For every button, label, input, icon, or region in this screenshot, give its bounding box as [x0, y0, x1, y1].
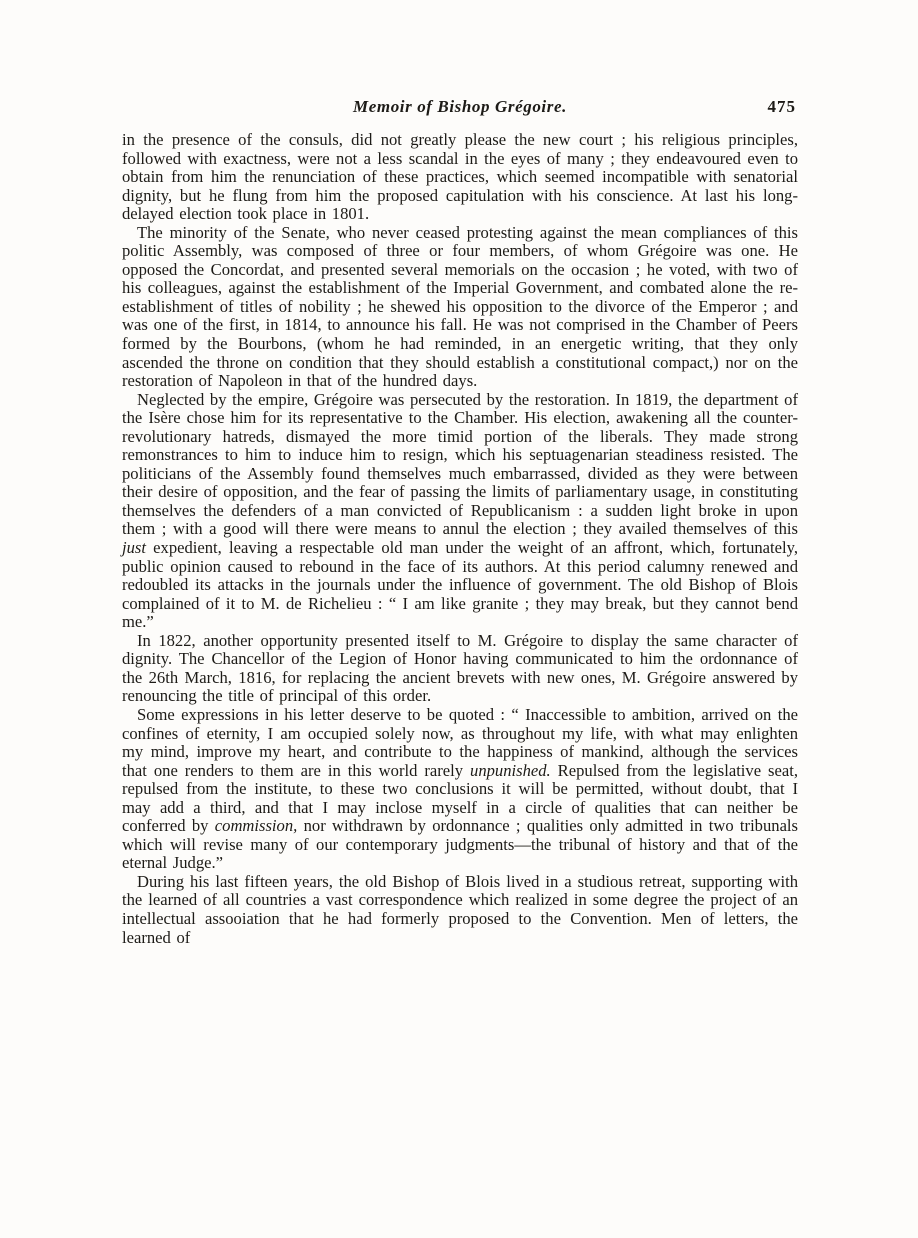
page-body — [122, 131, 798, 947]
text-run: During his last fifteen years, the old Bishop of Blois lived in a studious retreat, supporting with the learned of all countries a vast correspondence which realized in some degree the project of an intellectual assooiation that he had formerly proposed to the Convention. Men of letters, the learned of — [122, 871, 798, 947]
page-title: Memoir of Bishop Grégoire. — [353, 97, 567, 116]
paragraph — [122, 632, 798, 706]
text-run: The minority of the Senate, who never ceased protesting against the mean compliances of this politic Assembly, was composed of three or four members, of whom Grégoire was one. He opposed the Concordat, and presented several memorials on the occasion ; he voted, with two of his colleagues, against the establishment of the Imperial Government, and combated alone the re-establishment of titles of nobility ; he shewed his opposition to the divorce of the Emperor ; and was one of the first, in 1814, to announce his fall. He was not comprised in the Chamber of Peers formed by the Bourbons, (whom he had reminded, in an energetic writing, that they only ascended the throne on condition that they should establish a constitutional compact,) nor on the restoration of Napoleon in that of the hundred days. — [122, 222, 798, 391]
paragraph — [122, 131, 798, 224]
paragraph — [122, 706, 798, 873]
italic-text-run: commission, — [214, 816, 298, 836]
paragraph — [122, 224, 798, 391]
text-run: Neglected by the empire, Grégoire was persecuted by the restoration. In 1819, the department of the Isère chose him for its representative to the Chamber. His election, awakening all the counter-revolutionary hatreds, dismayed the more timid portion of the liberals. They made strong remonstrances to him to induce him to resign, which his septuagenarian steadiness resisted. The politicians of the Assembly found themselves much embarrassed, divided as they were between their desire of opposition, and the fear of passing the limits of parliamentary usage, in constituting themselves the defenders of a man convicted of Republicanism : a sudden light broke in upon them ; with a good will there were means to annul the election ; they availed themselves of this — [122, 389, 799, 539]
text-run: Repulsed from the legislative seat, repulsed from the institute, to these two conclusions it will be permitted, without doubt, that I may add a third, and that I may inclose myself in a circle of qualities that can neither be conferred by — [122, 760, 798, 836]
italic-text-run: just — [122, 538, 146, 558]
paragraph — [122, 391, 798, 632]
text-run: nor withdrawn by ordonnance ; qualities only admitted in two tribunals which will revise many of our contemporary judgments—the tribunal of history and that of the eternal Judge.” — [122, 816, 798, 873]
running-head — [122, 97, 798, 121]
text-run: In 1822, another opportunity presented itself to M. Grégoire to display the same character of dignity. The Chancellor of the Legion of Honor having communicated to him the ordonnance of the 26th March, 1816, for replacing the ancient brevets with new ones, M. Grégoire answered by renouncing the title of principal of this order. — [122, 630, 798, 706]
italic-text-run: unpunished. — [470, 760, 551, 780]
page-number: 475 — [767, 97, 796, 116]
text-run: in the presence of the consuls, did not greatly please the new court ; his religious principles, followed with exactness, were not a less scandal in the eyes of many ; they endeavoured even to obtain from him the renunciation of these practices, which seemed incompatible with senatorial dignity, but he flung from him the proposed capitulation with his conscience. At last his long-delayed election took place in 1801. — [122, 130, 798, 224]
text-run: expedient, leaving a respectable old man under the weight of an affront, which, fortunately, public opinion caused to rebound in the face of its authors. At this period calumny renewed and redoubled its attacks in the journals under the influence of government. The old Bishop of Blois complained of it to M. de Richelieu : “ I am like granite ; they may break, but they cannot bend me.” — [122, 538, 798, 632]
text-run: Some expressions in his letter deserve to be quoted : “ Inaccessible to ambition, arrived on the confines of eternity, I am occupied solely now, as throughout my life, with what may enlighten my mind, improve my heart, and contribute to the happiness of mankind, although the services that one renders to them are in this world rarely — [122, 704, 798, 780]
paragraph — [122, 873, 798, 947]
